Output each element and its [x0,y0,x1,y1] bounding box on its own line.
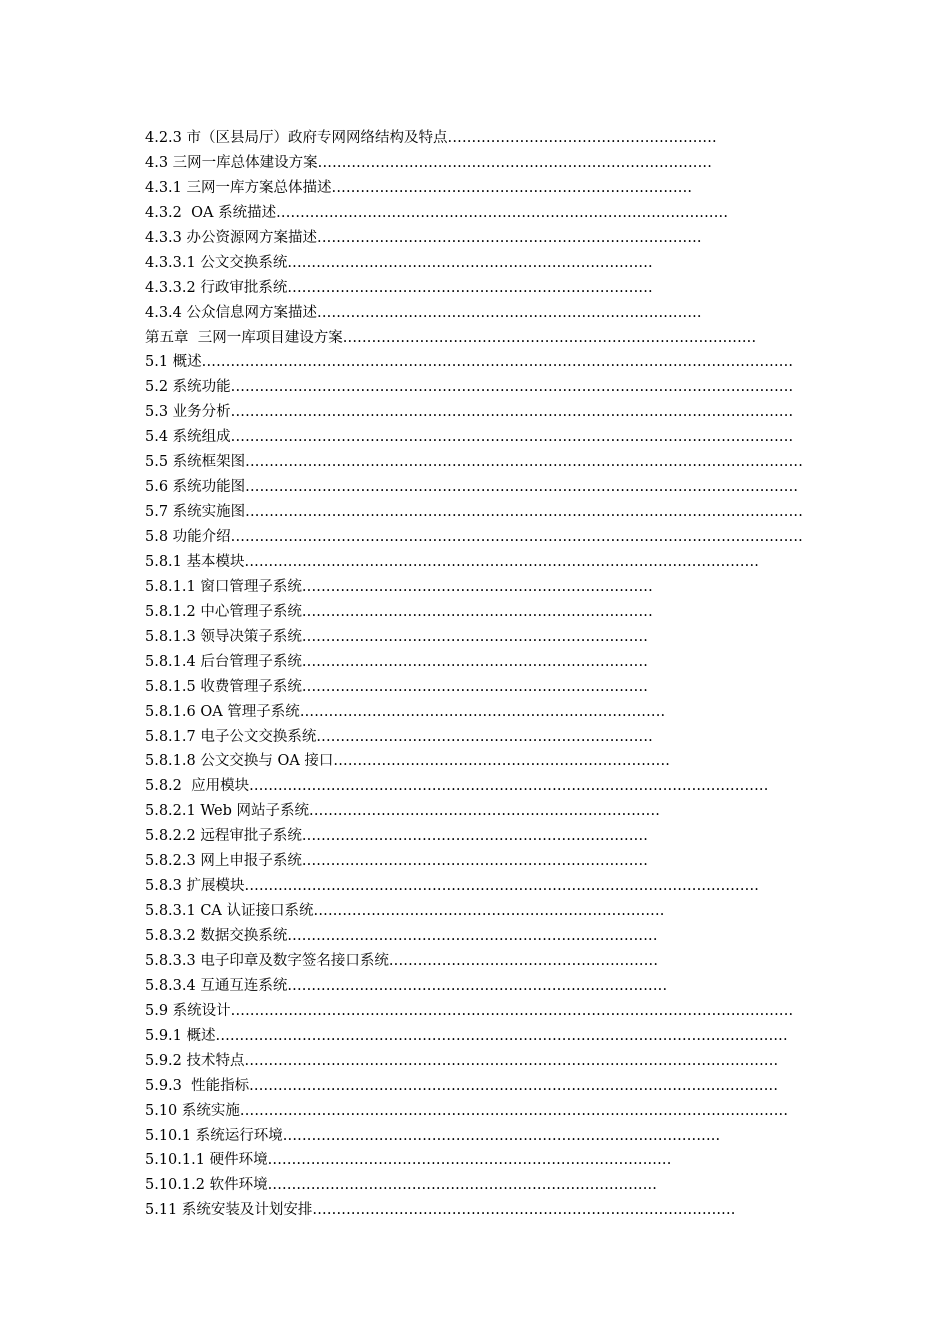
toc-entry[interactable] [145,226,702,251]
toc-leader-dots: .............................................................................................. [276,204,729,221]
toc-leader-dots: ......................................................................... [309,803,661,820]
toc-leader-dots: ................................................................................. [267,1177,658,1194]
toc-entry-title: 5.2 系统功能 [145,379,231,396]
toc-entry[interactable] [145,774,769,799]
toc-leader-dots: ........................................................................................................................... [201,354,794,371]
toc-entry[interactable] [145,799,661,824]
toc-leader-dots: ........................................................................... [331,179,693,196]
toc-entry[interactable] [145,575,653,600]
toc-entry[interactable] [145,749,671,774]
toc-entry-title: 4.3.3 办公资源网方案描述 [145,229,318,246]
toc-leader-dots: ..................................................................................................................... [230,379,794,396]
toc-leader-dots: ............................................................................ [287,279,653,296]
toc-leader-dots: ........................................................................................ [312,1202,736,1219]
toc-entry[interactable] [145,600,653,625]
toc-entry-title: 5.8.2.3 网上申报子系统 [145,853,302,870]
toc-entry-title: 5.11 系统安装及计划安排 [145,1202,313,1219]
toc-entry[interactable] [145,999,794,1024]
toc-entry[interactable] [145,251,653,276]
toc-leader-dots: ................................................................................ [317,229,702,246]
toc-entry-title: 5.1 概述 [145,354,202,371]
toc-entry-title: 5.4 系统组成 [145,429,231,446]
toc-entry-title: 5.8.1.4 后台管理子系统 [145,653,302,670]
toc-entry-title: 5.8.1.8 公文交换与 OA 接口 [145,753,334,770]
toc-entry-title: 5.8.2.1 Web 网站子系统 [145,803,310,820]
toc-leader-dots: ........................................................................ [301,628,649,645]
toc-entry-title: 5.7 系统实施图 [145,504,246,521]
toc-entry-title: 4.3.3.1 公文交换系统 [145,254,288,271]
toc-leader-dots: ......................................................................... [301,578,653,595]
toc-entry-title: 5.9 系统设计 [145,1002,231,1019]
toc-entry-title: 5.9.2 技术特点 [145,1052,245,1069]
toc-leader-dots: ......................................................................... [301,603,653,620]
toc-entry-title: 5.8.1.7 电子公文交换系统 [145,728,317,745]
toc-entry-title: 第五章 三网一库项目建设方案 [145,329,343,346]
toc-entry-title: 5.8.3.4 互通互连系统 [145,977,288,994]
toc-entry[interactable] [145,974,668,999]
toc-entry-title: 5.8.3 扩展模块 [145,878,245,895]
toc-leader-dots: ........................................................................................................... [244,553,760,570]
toc-entry-title: 5.6 系统功能图 [145,479,246,496]
toc-leader-dots: ............................................................................ [287,254,653,271]
toc-entry[interactable] [145,874,760,899]
toc-entry[interactable] [145,550,760,575]
toc-entry[interactable] [145,276,653,301]
toc-entry[interactable] [145,1099,789,1124]
toc-leader-dots: ..................................................................................................................... [230,1002,794,1019]
toc-entry-title: 5.8.3.1 CA 认证接口系统 [145,903,314,920]
toc-leader-dots: .................................................................................................................. [239,1102,789,1119]
toc-entry[interactable] [145,924,658,949]
toc-leader-dots: ....................................................................................................................... [215,1027,788,1044]
toc-leader-dots: ............................................................................................................ [249,778,769,795]
table-of-contents [145,126,804,1223]
toc-entry-title: 5.8.1.1 窗口管理子系统 [145,578,302,595]
toc-leader-dots: ........................................................ [447,130,717,146]
toc-entry-title: 5.8.1.6 OA 管理子系统 [145,703,300,720]
toc-entry[interactable] [145,1148,672,1173]
toc-leader-dots: ........................................................................ [301,678,649,695]
toc-leader-dots: ......................................................................... [313,903,665,920]
toc-entry-title: 5.10 系统实施 [145,1102,240,1119]
toc-entry[interactable] [145,725,653,750]
toc-leader-dots: ............................................................................ [299,703,666,720]
toc-leader-dots: .................................................................................................................... [245,504,804,521]
toc-entry-title: 5.8.3.3 电子印章及数字签名接口系统 [145,952,389,969]
toc-leader-dots: .................................................................................................................... [245,454,804,471]
toc-entry-title: 5.8.1.5 收费管理子系统 [145,678,302,695]
toc-leader-dots: ........................................................................ [301,853,649,870]
toc-leader-dots: ...................................................................................... [342,329,757,346]
toc-leader-dots: ................................................................................................................... [245,479,799,496]
toc-entry[interactable] [145,625,649,650]
toc-entry[interactable] [145,350,794,375]
toc-leader-dots: .................................................................................. [317,154,713,171]
toc-entry-title: 5.5 系统框架图 [145,454,246,471]
toc-entry[interactable] [145,475,799,500]
toc-entry[interactable] [145,1049,779,1074]
toc-entry-title: 5.8 功能介绍 [145,529,231,545]
toc-entry-title: 4.3.3.2 行政审批系统 [145,279,288,296]
toc-entry-title: 5.8.1.2 中心管理子系统 [145,603,302,620]
toc-leader-dots: ........................................................................................................... [244,878,760,895]
toc-entry-title: 4.3.1 三网一库方案总体描述 [145,179,332,196]
toc-entry[interactable] [145,400,794,425]
toc-entry[interactable] [145,450,804,475]
toc-entry[interactable] [145,1198,736,1223]
toc-entry-title: 5.9.1 概述 [145,1027,216,1044]
toc-entry-title: 5.8.1.3 领导决策子系统 [145,628,302,645]
toc-leader-dots: .................................................................................... [267,1152,672,1169]
toc-entry[interactable] [145,949,659,974]
toc-leader-dots: ........................................................................ [301,653,649,670]
toc-leader-dots: ..................................................................................................................... [230,404,794,421]
toc-entry[interactable] [145,151,713,176]
toc-leader-dots: ........................................................ [388,952,659,969]
toc-entry-title: 5.8.2 应用模块 [145,778,250,795]
toc-entry[interactable] [145,201,729,226]
toc-entry[interactable] [145,650,649,675]
toc-entry-title: 5.10.1 系统运行环境 [145,1127,283,1144]
toc-leader-dots: ...................................................................... [316,728,653,745]
toc-entry[interactable] [145,525,803,550]
toc-leader-dots: ............................................................................... [287,977,668,994]
toc-entry[interactable] [145,899,665,924]
toc-entry[interactable] [145,425,794,450]
toc-entry[interactable] [145,126,717,151]
toc-entry[interactable] [145,849,649,874]
toc-leader-dots: ............................................................................................................... [244,1052,779,1069]
toc-leader-dots: ...................................................................... [333,753,671,770]
toc-entry-title: 5.10.1.1 硬件环境 [145,1152,268,1169]
toc-entry-title: 5.8.3.2 数据交换系统 [145,928,288,944]
toc-entry[interactable] [145,1173,658,1198]
toc-entry[interactable] [145,326,757,351]
toc-leader-dots: ..................................................................................................................... [230,429,794,446]
toc-entry[interactable] [145,824,649,849]
toc-entry-title: 4.3.2 OA 系统描述 [145,204,277,221]
toc-entry-title: 5.8.1 基本模块 [145,553,245,570]
toc-leader-dots: ........................................................................ [301,828,649,845]
toc-entry[interactable] [145,1124,721,1149]
toc-entry-title: 4.2.3 市（区县局厅）政府专网网络结构及特点 [145,130,448,146]
toc-entry[interactable] [145,301,702,326]
toc-entry[interactable] [145,1074,779,1099]
toc-entry[interactable] [145,700,666,725]
toc-entry-title: 5.8.2.2 远程审批子系统 [145,828,302,845]
toc-leader-dots: ....................................................................................................................... [230,529,803,545]
toc-leader-dots: ............................................................................. [287,928,658,944]
toc-leader-dots: .............................................................................................................. [249,1077,779,1094]
toc-entry[interactable] [145,675,649,700]
toc-entry-title: 5.3 业务分析 [145,404,231,421]
toc-leader-dots: ........................................................................................... [282,1127,721,1144]
toc-entry[interactable] [145,500,804,525]
toc-entry-title: 4.3.4 公众信息网方案描述 [145,304,318,321]
toc-leader-dots: ................................................................................ [317,304,702,321]
toc-entry-title: 5.10.1.2 软件环境 [145,1177,268,1194]
toc-entry-title: 4.3 三网一库总体建设方案 [145,154,318,171]
toc-entry[interactable] [145,375,794,400]
toc-entry-title: 5.9.3 性能指标 [145,1077,250,1094]
toc-entry[interactable] [145,176,693,201]
toc-entry[interactable] [145,1024,788,1049]
